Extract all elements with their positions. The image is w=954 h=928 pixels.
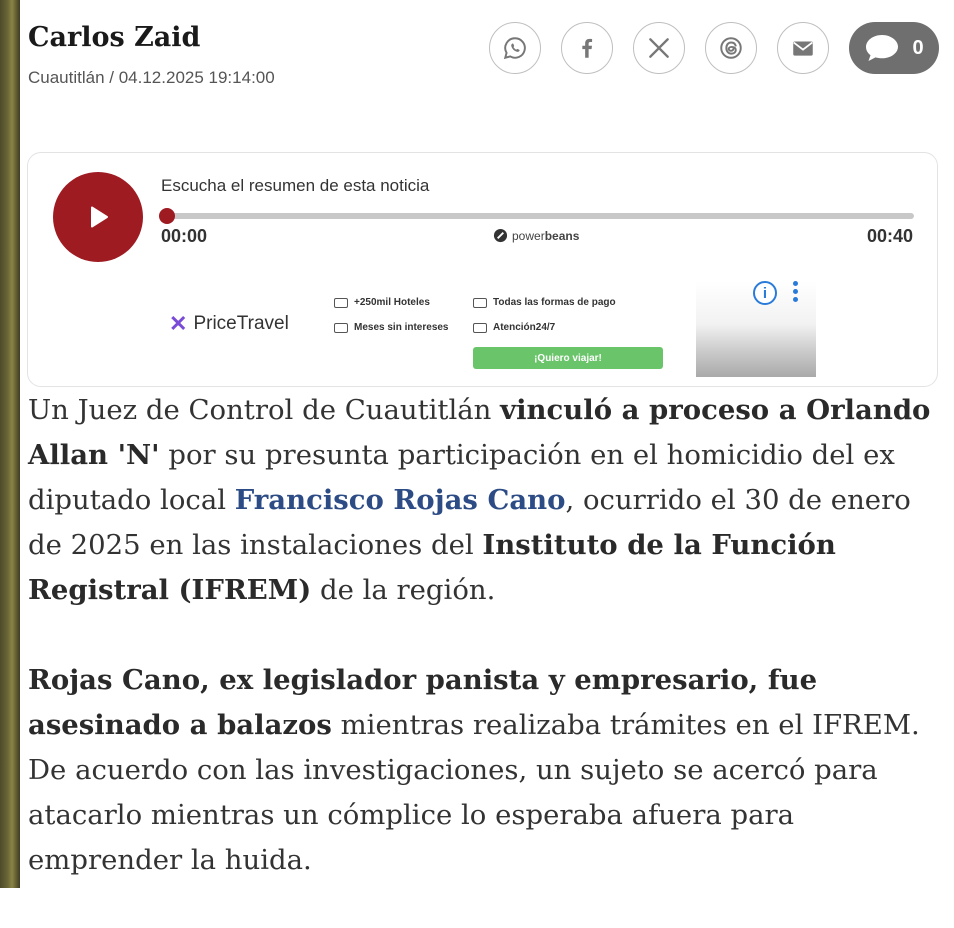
author-name[interactable]: Carlos Zaid xyxy=(28,22,201,53)
article-paragraph: Rojas Cano, ex legislador panista y empresario, fue asesinado a balazos mientras realizaba trámites en el IFREM. De acuerdo con las investigaciones, un sujeto se acercó para atacarlo mientras un cómplice lo esperaba afuera para emprender la huida. xyxy=(28,664,920,876)
article-paragraph: Un Juez de Control de Cuautitlán vinculó a proceso a Orlando Allan 'N' por su presunta participación en el homicidio del ex diputado local Francisco Rojas Cano, ocurrido el 30 de enero de 2025 en las instalaciones del Instituto de la Función Registral (IFREM) de la región. xyxy=(28,394,931,606)
background-image-strip xyxy=(0,0,20,888)
powerbeans-credit[interactable] xyxy=(493,228,579,243)
powerbeans-logo-icon xyxy=(493,228,508,243)
player-title: Escucha el resumen de esta noticia xyxy=(161,176,430,195)
share-facebook-button[interactable] xyxy=(561,22,613,74)
progress-track[interactable] xyxy=(168,213,914,219)
ad-brand-logo xyxy=(169,311,289,337)
hotel-icon xyxy=(334,298,348,308)
audio-summary-player xyxy=(27,152,938,387)
payment-icon xyxy=(473,298,487,308)
progress-handle[interactable] xyxy=(159,208,175,224)
article-body xyxy=(28,388,933,928)
ad-options-icon[interactable] xyxy=(791,281,799,302)
whatsapp-icon xyxy=(502,35,528,61)
share-x-button[interactable] xyxy=(633,22,685,74)
person-link[interactable]: Francisco Rojas Cano xyxy=(234,484,566,516)
powered-suffix: beans xyxy=(544,228,580,243)
threads-icon xyxy=(718,35,744,61)
comment-bubble-icon xyxy=(864,33,900,63)
comments-count: 0 xyxy=(912,36,924,59)
share-email-button[interactable] xyxy=(777,22,829,74)
email-icon xyxy=(790,35,816,61)
current-time: 00:00 xyxy=(161,226,208,246)
ad-feature: +250mil Hoteles xyxy=(334,297,430,308)
ad-brand-name: PriceTravel xyxy=(193,313,289,334)
support-icon xyxy=(473,323,487,333)
ad-feature: Meses sin intereses xyxy=(334,322,449,333)
play-icon xyxy=(83,202,113,232)
advertisement-banner[interactable] xyxy=(161,281,816,377)
card-icon xyxy=(334,323,348,333)
powered-prefix: power xyxy=(512,228,545,243)
comments-button[interactable] xyxy=(849,22,939,74)
ad-feature: Todas las formas de pago xyxy=(473,297,616,308)
ad-feature: Atención24/7 xyxy=(473,322,555,333)
share-threads-button[interactable] xyxy=(705,22,757,74)
share-whatsapp-button[interactable] xyxy=(489,22,541,74)
ad-info-icon[interactable]: i xyxy=(753,281,777,305)
play-button[interactable] xyxy=(53,172,143,262)
ad-brand-mark-icon: ✕ xyxy=(169,311,188,336)
facebook-icon xyxy=(574,35,600,61)
dateline: Cuautitlán / 04.12.2025 19:14:00 xyxy=(28,68,275,87)
x-icon xyxy=(646,35,672,61)
duration: 00:40 xyxy=(866,226,913,246)
ad-cta-button[interactable]: ¡Quiero viajar! xyxy=(473,347,663,369)
